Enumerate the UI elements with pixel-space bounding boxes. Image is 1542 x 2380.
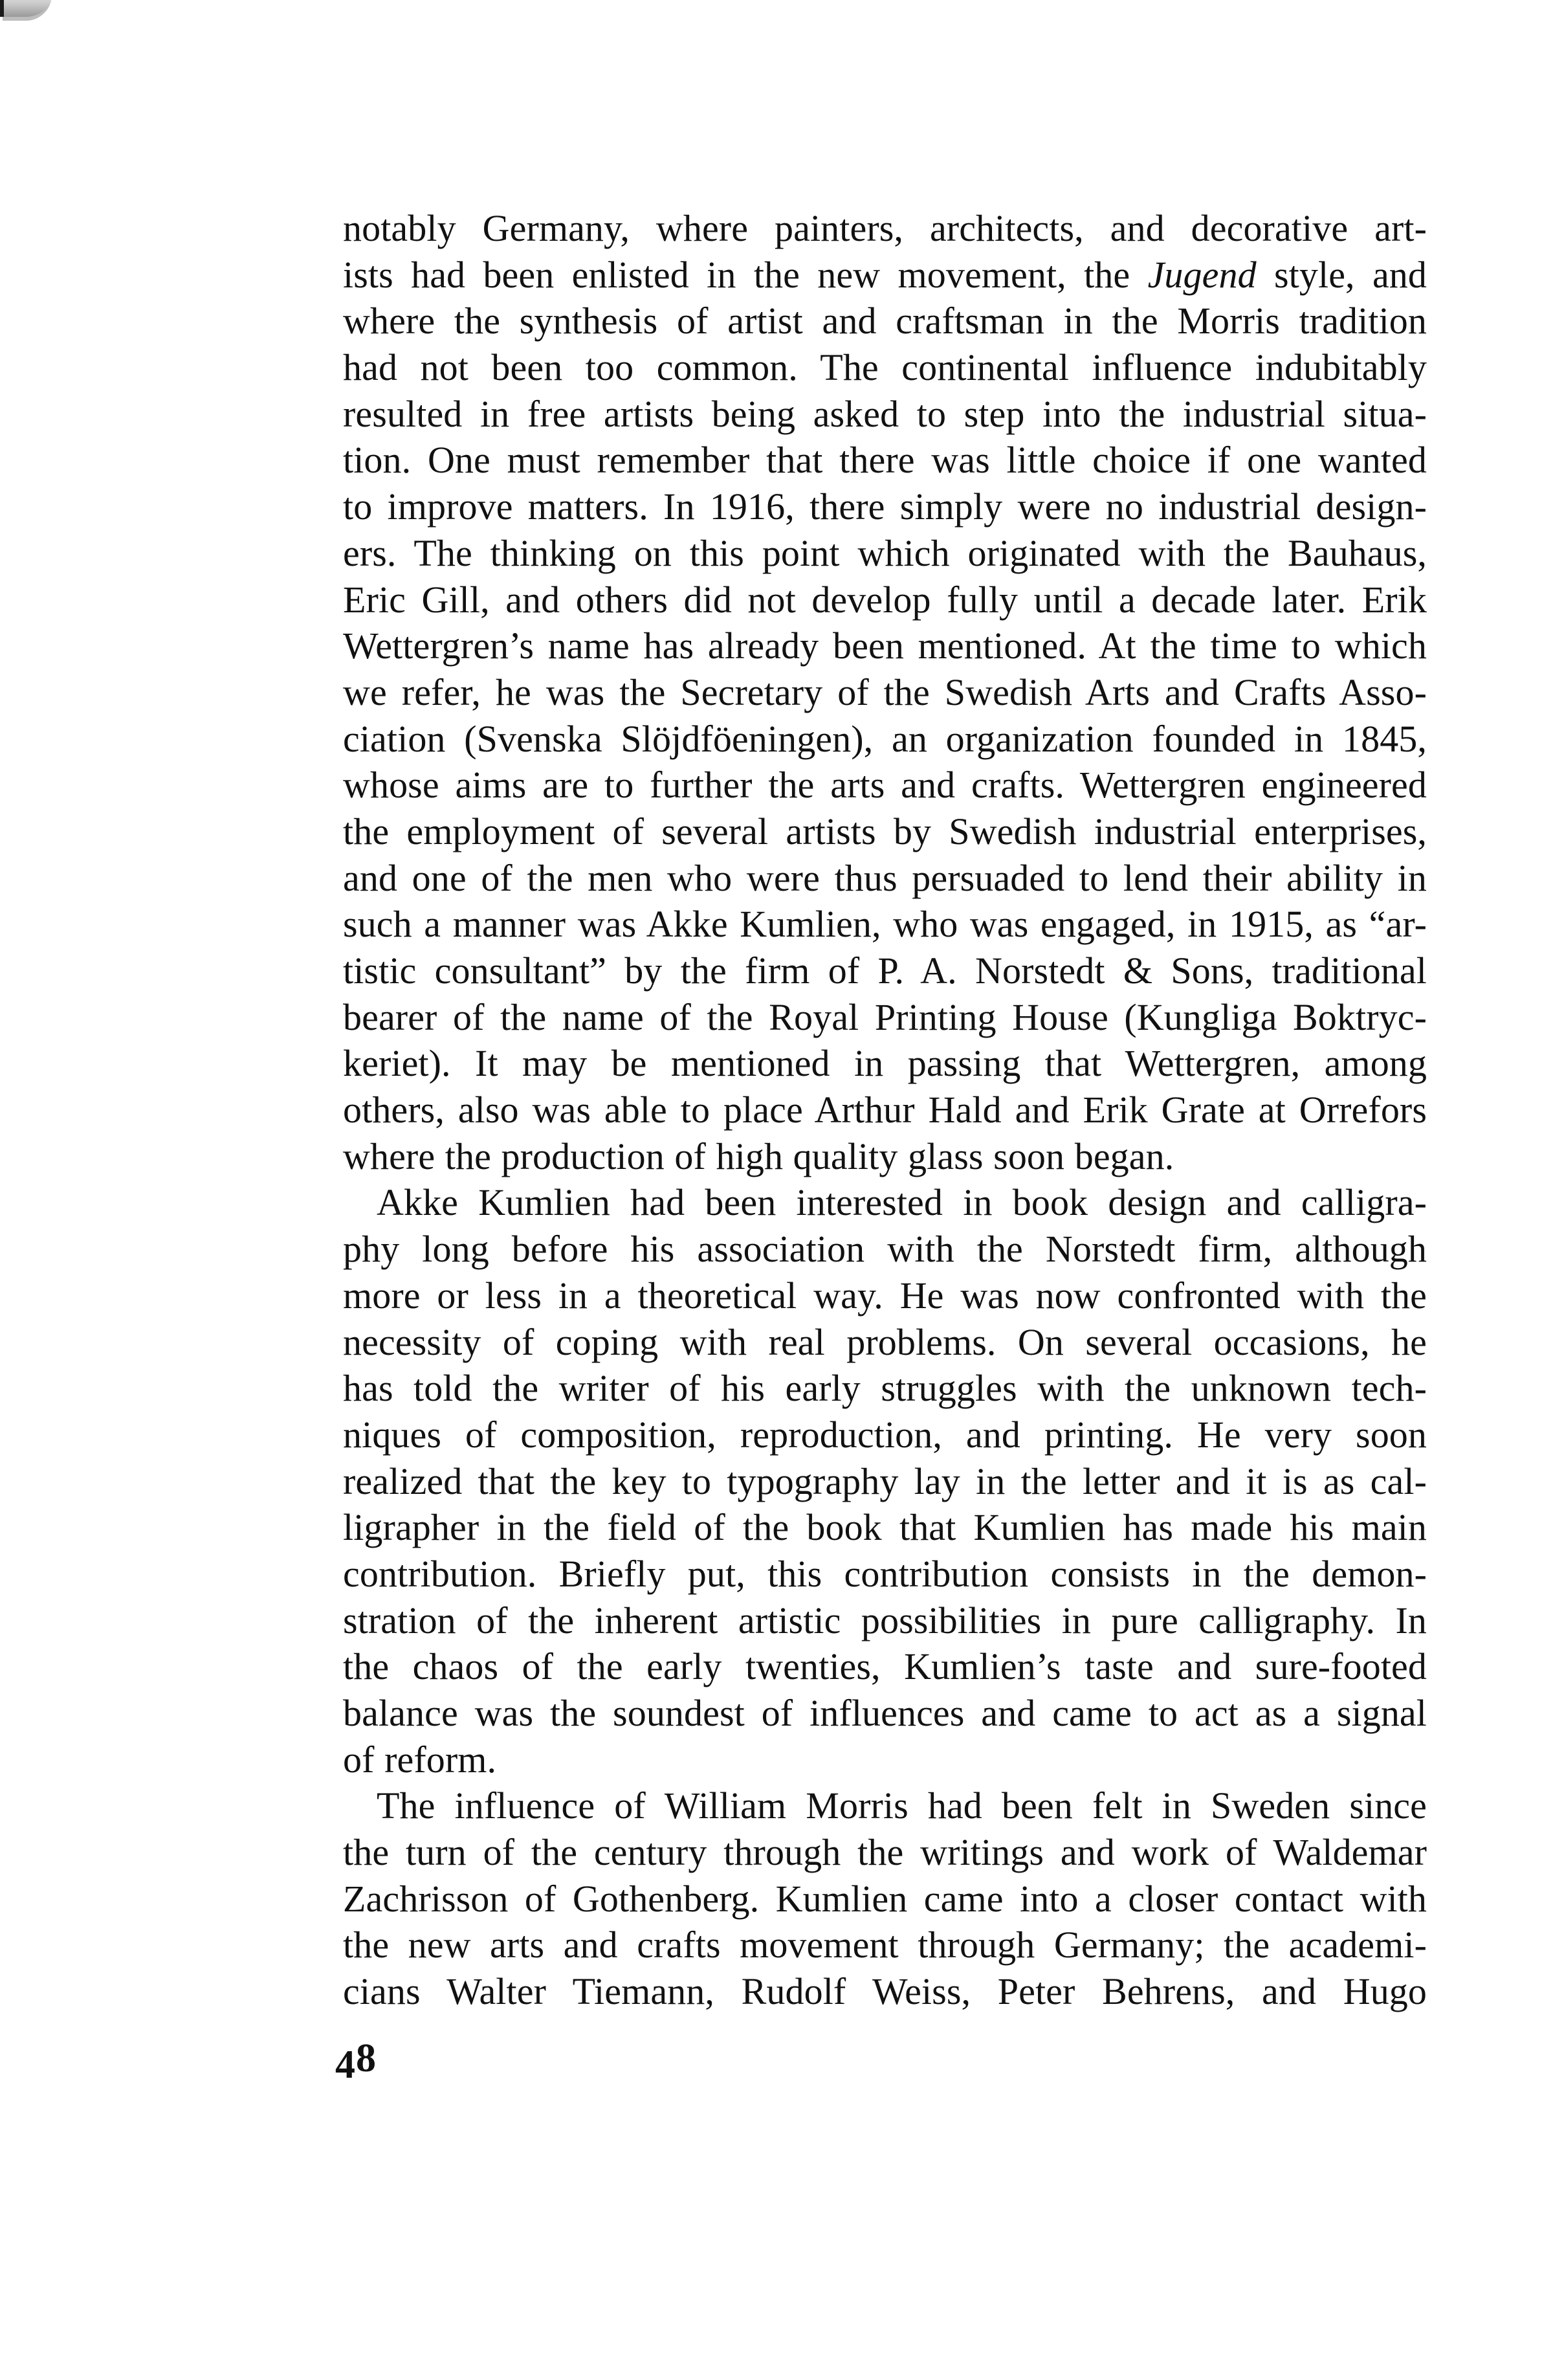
text-line	[343, 1643, 1427, 1690]
page-number-digit-2: 8	[356, 2036, 377, 2080]
scan-edge-shadow	[0, 0, 4, 17]
line-text: contribution. Briefly put, this contribution consists in the demon-	[343, 1552, 1427, 1595]
line-text: had not been too common. The continental influence indubitably	[343, 346, 1427, 389]
text-line	[343, 808, 1427, 855]
text-line	[343, 762, 1427, 808]
line-text: phy long before his association with the Norstedt firm, although	[343, 1228, 1427, 1271]
line-text: niques of composition, reproduction, and printing. He very soon	[343, 1413, 1427, 1456]
text-line	[343, 1829, 1427, 1876]
line-text: others, also was able to place Arthur Hald and Erik Grate at Orrefors	[343, 1089, 1427, 1131]
text-line	[343, 344, 1427, 391]
text-line	[343, 1922, 1427, 1968]
text-line	[343, 1737, 1427, 1783]
text-line	[343, 1319, 1427, 1366]
line-text: Zachrisson of Gothenberg. Kumlien came into a closer contact with	[343, 1877, 1427, 1920]
text-line	[343, 252, 1427, 298]
text-line	[343, 1551, 1427, 1597]
line-text: the employment of several artists by Swedish industrial enterprises,	[343, 810, 1427, 852]
page-number-digit-1: 4	[335, 2043, 356, 2087]
italic-term: Jugend	[1147, 253, 1257, 296]
line-text: of reform.	[343, 1738, 497, 1781]
line-text: to improve matters. In 1916, there simply were no industrial design-	[343, 485, 1427, 528]
line-text: resulted in free artists being asked to step into the industrial situa-	[343, 392, 1427, 435]
text-line	[343, 901, 1427, 948]
paragraph-3	[343, 1783, 1427, 2014]
text-line	[343, 1458, 1427, 1505]
text-line	[343, 1040, 1427, 1087]
text-line	[343, 391, 1427, 438]
line-text: bearer of the name of the Royal Printing House (Kungliga Boktryc-	[343, 995, 1427, 1038]
text-line	[343, 1133, 1427, 1180]
page-number	[335, 2036, 377, 2091]
paragraph-2	[343, 1179, 1427, 1783]
text-line	[343, 623, 1427, 669]
text-line	[343, 298, 1427, 344]
line-text: such a manner was Akke Kumlien, who was engaged, in 1915, as “ar-	[343, 903, 1427, 946]
paragraph-1	[343, 205, 1427, 1179]
line-text: stration of the inherent artistic possibilities in pure calligraphy. In	[343, 1599, 1427, 1641]
line-text: notably Germany, where painters, architects, and decorative art-	[343, 207, 1427, 249]
line-text: the new arts and crafts movement through Germany; the academi-	[343, 1924, 1427, 1966]
line-text: tion. One must remember that there was little choice if one wanted	[343, 439, 1427, 482]
text-line	[343, 948, 1427, 994]
line-text: balance was the soundest of influences and came to act as a signal	[343, 1692, 1427, 1734]
text-line	[343, 1365, 1427, 1412]
line-text: has told the writer of his early struggles with the unknown tech-	[343, 1367, 1427, 1410]
line-text: Eric Gill, and others did not develop fully until a decade later. Erik	[343, 578, 1427, 621]
text-line	[343, 1968, 1427, 2015]
line-text: The influence of William Morris had been felt in Sweden since	[377, 1785, 1427, 1827]
line-text: Wettergren’s name has already been mentioned. At the time to which	[343, 625, 1427, 667]
text-line	[343, 855, 1427, 902]
line-text: tistic consultant” by the firm of P. A. Norstedt & Sons, traditional	[343, 950, 1427, 992]
text-line	[343, 1597, 1427, 1644]
text-line	[343, 1273, 1427, 1319]
text-line	[343, 669, 1427, 716]
line-text: cians Walter Tiemann, Rudolf Weiss, Peter Behrens, and Hugo	[343, 1970, 1427, 2013]
text-line	[343, 437, 1427, 484]
line-text: keriet). It may be mentioned in passing that Wettergren, among	[343, 1042, 1427, 1085]
text-line	[343, 1087, 1427, 1133]
line-text: where the production of high quality glass soon began.	[343, 1135, 1174, 1177]
text-line	[343, 1876, 1427, 1922]
line-text: whose aims are to further the arts and crafts. Wettergren engineered	[343, 764, 1427, 806]
text-line	[343, 205, 1427, 252]
line-text: the turn of the century through the writings and work of Waldemar	[343, 1831, 1427, 1874]
text-line	[343, 1504, 1427, 1551]
line-text: ciation (Svenska Slöjdföeningen), an organization founded in 1845,	[343, 717, 1427, 760]
text-line	[343, 994, 1427, 1041]
text-line	[343, 716, 1427, 762]
line-text: more or less in a theoretical way. He was now confronted with the	[343, 1274, 1427, 1317]
line-text: necessity of coping with real problems. On several occasions, he	[343, 1320, 1427, 1363]
line-text: ists had been enlisted in the new movement, the	[343, 253, 1148, 296]
scanned-page-corner-curl	[0, 0, 54, 28]
line-text: ligrapher in the field of the book that Kumlien has made his main	[343, 1506, 1427, 1549]
text-line	[343, 1783, 1427, 1829]
line-text: where the synthesis of artist and craftsman in the Morris tradition	[343, 300, 1427, 342]
text-line	[343, 1226, 1427, 1273]
line-text: ers. The thinking on this point which originated with the Bauhaus,	[343, 531, 1427, 574]
text-line	[343, 484, 1427, 530]
line-text: style, and	[1256, 253, 1427, 296]
body-text	[343, 205, 1427, 2015]
line-text: the chaos of the early twenties, Kumlien’s taste and sure-footed	[343, 1645, 1427, 1688]
text-line	[343, 530, 1427, 577]
line-text: realized that the key to typography lay in the letter and it is as cal-	[343, 1460, 1427, 1502]
text-line	[343, 1690, 1427, 1737]
page-curl-shape	[3, 0, 52, 21]
text-line	[343, 577, 1427, 623]
text-line	[343, 1412, 1427, 1458]
text-line	[343, 1179, 1427, 1226]
line-text: we refer, he was the Secretary of the Swedish Arts and Crafts Asso-	[343, 671, 1427, 713]
line-text: and one of the men who were thus persuaded to lend their ability in	[343, 856, 1427, 899]
line-text: Akke Kumlien had been interested in book design and calligra-	[377, 1181, 1427, 1224]
